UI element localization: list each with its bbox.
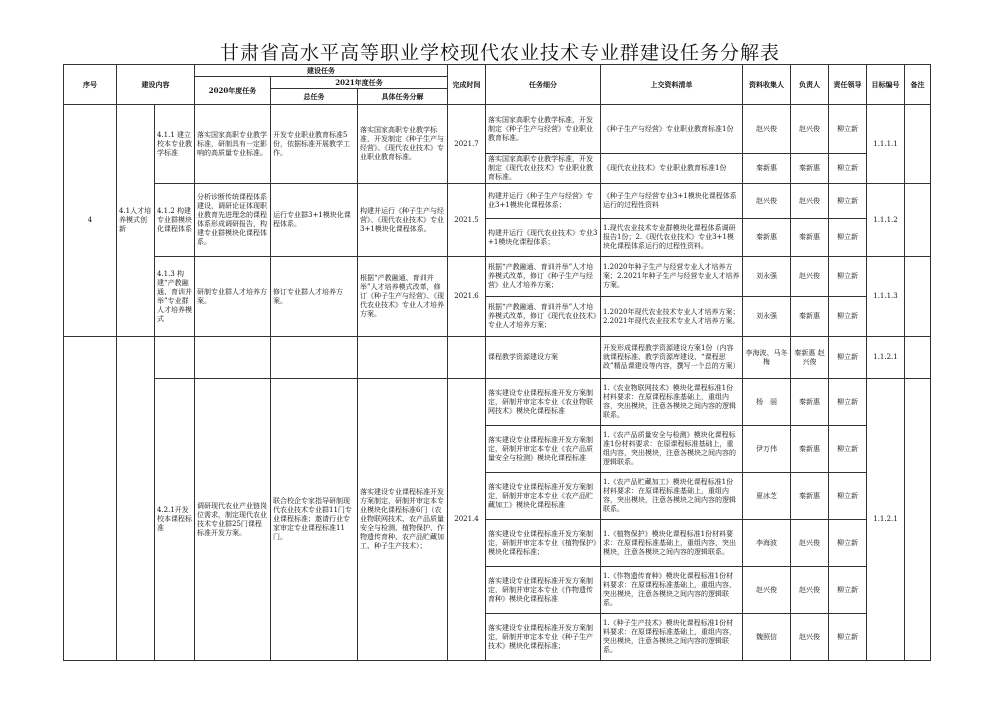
detail-cell: 落实建设专业课程标准开发方案制定，研制并审定本专业《农产品质量安全与检测》模块化课程标准	[486, 426, 601, 473]
owner-cell: 秦新惠	[791, 297, 829, 337]
detail-cell: 落实国家高职专业教学标准，开发制定《种子生产与经营》专业职业教育标准。	[486, 105, 601, 154]
owner-cell: 秦新惠	[791, 219, 829, 257]
header-content: 建设内容	[117, 65, 195, 105]
task-total: 联合校企专家指导研制现代农业技术专业群11门专业课程标准；邀请行业专家审定专业课程标准11门。	[271, 379, 358, 661]
detail-cell: 落实建设专业课程标准开发方案制定，研制并审定本专业《种子生产技术》模块化课程标准；	[486, 614, 601, 661]
task-2020: 落实国家高职专业教学标准，研制具有一定影响的高质量专业标准。	[195, 105, 271, 184]
task-total: 开发专业职业教育标准5份，依据标准开展教学工作。	[271, 105, 358, 184]
deadline: 2021.5	[448, 184, 486, 257]
group-content: 4.1人才培养模式创新	[117, 105, 155, 337]
task-breakdown: 落实国家高职专业教学标准，开发制定《种子生产与经营》、《现代农业技术》专业职业教育标准。	[358, 105, 448, 184]
leader-cell: 柳立新	[829, 426, 867, 473]
material-cell: 1.2020年种子生产与经营专业人才培养方案；2.2021年种子生产与经营专业人才培养方案。	[601, 257, 743, 297]
collector-cell: 李海波	[743, 520, 791, 567]
owner-cell: 秦新惠	[791, 426, 829, 473]
collector-cell: 夏冰芝	[743, 473, 791, 520]
sub-content: 4.1.2 构建专业群模块化课程体系	[155, 184, 195, 257]
detail-cell: 落实建设专业课程标准开发方案制定，研制并审定本专业《农产品贮藏加工》模块化课程标准	[486, 473, 601, 520]
table-body	[64, 65, 931, 661]
material-cell: 开发形成课程教学资源建设方案1份（内容就课程标准、教学资源库建设、“课程思政”精品课建设等内容，撰写一个总的方案）	[601, 337, 743, 379]
header-seq: 序号	[64, 65, 117, 105]
collector-cell: 刘永强	[743, 257, 791, 297]
leader-cell: 柳立新	[829, 473, 867, 520]
leader-cell: 柳立新	[829, 105, 867, 154]
collector-cell: 刘永强	[743, 297, 791, 337]
material-cell: 1.《农产品贮藏加工》模块化课程标准1份材料要求：在原课程标准基础上，重组内容，突出模块，注意各模块之间内容的逻辑联系。	[601, 473, 743, 520]
group-seq: 4	[64, 105, 117, 337]
leader-cell: 柳立新	[829, 297, 867, 337]
leader-cell: 柳立新	[829, 184, 867, 219]
detail-cell: 构建并运行《现代农业技术》专业3+1模块化课程体系；	[486, 219, 601, 257]
material-cell: 1.2020年现代农业技术专业人才培养方案；2.2021年现代农业技术专业人才培养方案。	[601, 297, 743, 337]
header-2020: 2020年度任务	[195, 77, 271, 105]
collector-cell: 伊万伟	[743, 426, 791, 473]
owner-cell: 赵兴俊	[791, 567, 829, 614]
material-cell: 1.《作物遗传育种》模块化课程标准1份材料要求：在原课程标准基础上，重组内容，突出模块，注意各模块之间内容的逻辑联系。	[601, 567, 743, 614]
detail-cell: 落实建设专业课程标准开发方案制定，研制并审定本专业《作物遗传育种》模块化课程标准	[486, 567, 601, 614]
owner-cell: 赵兴俊	[791, 105, 829, 154]
material-cell: 《现代农业技术》专业职业教育标准1份	[601, 154, 743, 184]
remark-cell	[905, 379, 931, 661]
deadline-empty	[448, 337, 486, 379]
leader-cell: 柳立新	[829, 219, 867, 257]
leader-cell: 柳立新	[829, 379, 867, 426]
header-collector: 资料收集人	[743, 65, 791, 105]
collector-cell: 魏照信	[743, 614, 791, 661]
owner-cell: 赵兴俊	[791, 520, 829, 567]
collector-cell: 杨 丽	[743, 379, 791, 426]
task-2020: 调研现代农业产业链岗位需求，制定现代农业技术专业群25门课程标准开发方案。	[195, 379, 271, 661]
owner-cell: 秦新惠	[791, 379, 829, 426]
group-seq	[64, 337, 117, 661]
header-tasks: 建设任务	[195, 65, 448, 77]
collector-cell: 秦新惠	[743, 219, 791, 257]
header-total: 总任务	[271, 89, 358, 105]
material-cell: 1.《农产品质量安全与检测》模块化课程标准1份材料要求：在原课程标准基础上，重组内容，突出模块，注意各模块之间内容的逻辑联系。	[601, 426, 743, 473]
page-title: 甘肃省高水平高等职业学校现代农业技术专业群建设任务分解表	[219, 42, 780, 64]
material-cell: 《种子生产与经营专业3+1模块化课程体系运行的过程性资料	[601, 184, 743, 219]
header-breakdown: 具体任务分解	[358, 89, 448, 105]
sub-content: 4.2.1开发校本课程标准	[155, 379, 195, 661]
header-2021: 2021年度任务	[271, 77, 448, 89]
header-code: 目标编号	[867, 65, 905, 105]
sub-content: 4.1.3 构建“产教融通、育训并举”专业群人才培养模式	[155, 257, 195, 337]
leader-cell: 柳立新	[829, 520, 867, 567]
sub-content: 4.1.1 建立校本专业教学标准	[155, 105, 195, 184]
detail-cell: 根据“产教融通、育训并举”人才培养模式改革，修订《现代农业技术》专业人才培养方案；	[486, 297, 601, 337]
group-content	[117, 337, 155, 661]
code-cell: 1.1.2.1	[867, 379, 905, 661]
detail-cell: 落实建设专业课程标准开发方案制定，研制并审定本专业《植物保护》模块化课程标准；	[486, 520, 601, 567]
collector-cell: 赵兴俊	[743, 105, 791, 154]
task-breakdown: 根据“产教融通、育训并举”人才培养模式改革，修订《种子生产与经营》、《现代农业技术》专业人才培养方案。	[358, 257, 448, 337]
deadline: 2021.6	[448, 257, 486, 337]
owner-cell: 赵兴俊	[791, 184, 829, 219]
remark-cell	[905, 337, 931, 379]
remark-cell	[905, 257, 931, 337]
leader-cell: 柳立新	[829, 567, 867, 614]
task-breakdown: 构建并运行《种子生产与经营》、《现代农业技术》专业3+1模块化课程体系。	[358, 184, 448, 257]
material-cell: 1.现代农业技术专业群模块化课程体系调研报告1份；2.《现代农业技术》专业3+1模块化课程体系运行的过程性资料。	[601, 219, 743, 257]
task-2020-empty	[195, 337, 271, 379]
header-owner: 负责人	[791, 65, 829, 105]
collector-cell: 赵兴俊	[743, 184, 791, 219]
leader-cell: 柳立新	[829, 614, 867, 661]
code-cell: 1.1.1.3	[867, 257, 905, 337]
code-cell: 1.1.1.2	[867, 184, 905, 257]
task-breakdown-empty	[358, 337, 448, 379]
owner-cell: 赵兴俊	[791, 614, 829, 661]
collector-cell: 李海波、马冬梅	[743, 337, 791, 379]
task-total-empty	[271, 337, 358, 379]
task-2020: 分析诊断传统课程体系建设，调研论证体现职业教育先进理念的课程体系形成调研报告，构建专业群模块化课程体系。	[195, 184, 271, 257]
code-cell: 1.1.1.1	[867, 105, 905, 184]
material-cell: 1.《种子生产技术》模块化课程标准1份材料要求：在原课程标准基础上，重组内容，突出模块，注意各模块之间内容的逻辑联系。	[601, 614, 743, 661]
leader-cell: 柳立新	[829, 337, 867, 379]
detail-cell: 落实建设专业课程标准开发方案制定，研制并审定本专业《农业物联网技术》模块化课程标准	[486, 379, 601, 426]
owner-cell: 赵兴俊	[791, 257, 829, 297]
leader-cell: 柳立新	[829, 257, 867, 297]
header-leader: 责任领导	[829, 65, 867, 105]
owner-cell: 秦新惠	[791, 473, 829, 520]
owner-cell: 秦新惠	[791, 154, 829, 184]
material-cell: 1.《植物保护》模块化课程标准1份材料要求：在原课程标准基础上，重组内容，突出模块，注意各模块之间内容的逻辑联系。	[601, 520, 743, 567]
deadline: 2021.4	[448, 379, 486, 661]
collector-cell: 秦新惠	[743, 154, 791, 184]
collector-cell: 赵兴俊	[743, 567, 791, 614]
task-total: 修订专业群人才培养方案。	[271, 257, 358, 337]
task-total: 运行专业群3+1模块化课程体系。	[271, 184, 358, 257]
sub-content-empty	[155, 337, 195, 379]
code-cell: 1.1.2.1	[867, 337, 905, 379]
header-deadline: 完成时间	[448, 65, 486, 105]
remark-cell	[905, 105, 931, 184]
detail-cell: 构建并运行《种子生产与经营》专业3+1模块化课程体系；	[486, 184, 601, 219]
leader-cell: 柳立新	[829, 154, 867, 184]
detail-cell: 落实国家高职专业教学标准，开发制定《现代农业技术》专业职业教育标准。	[486, 154, 601, 184]
task-2020: 研制专业群人才培养方案。	[195, 257, 271, 337]
deadline: 2021.7	[448, 105, 486, 184]
detail-cell: 根据“产教融通、育训并举”人才培养模式改革，修订《种子生产与经营》业人才培养方案；	[486, 257, 601, 297]
header-materials: 上交资料清单	[601, 65, 743, 105]
task-breakdown: 落实建设专业课程标准开发方案制定，研制并审定本专业模块化课程标准6门（农业物联网技术、农产品质量安全与检测、植物保护、作物遗传育种、农产品贮藏加工、种子生产技术）；	[358, 379, 448, 661]
header-remark: 备注	[905, 65, 931, 105]
task-table	[63, 64, 931, 661]
header-detail: 任务细分	[486, 65, 601, 105]
material-cell: 1.《农业物联网技术》模块化课程标准1份材料要求：在原课程标准基础上，重组内容，突出模块，注意各模块之间内容的逻辑联系。	[601, 379, 743, 426]
material-cell: 《种子生产与经营》专业职业教育标准1份	[601, 105, 743, 154]
remark-cell	[905, 184, 931, 257]
owner-cell: 秦新惠 赵兴俊	[791, 337, 829, 379]
detail-cell: 课程教学资源建设方案	[486, 337, 601, 379]
